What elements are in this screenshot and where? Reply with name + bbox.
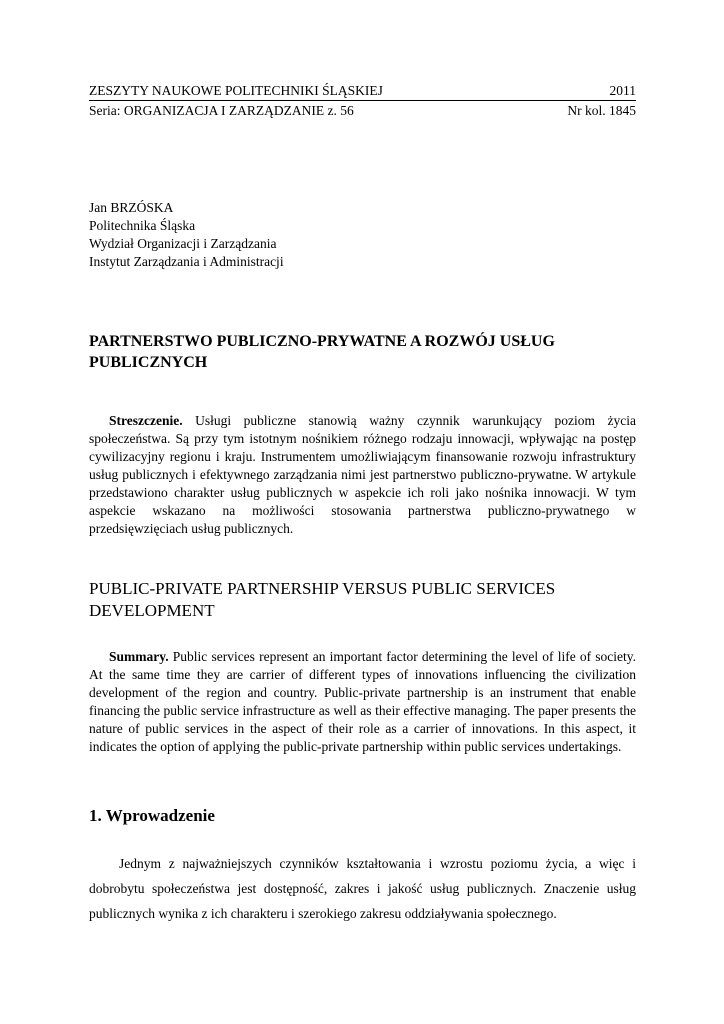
section-heading-introduction: 1. Wprowadzenie xyxy=(89,806,215,825)
author-name: Jan BRZÓSKA xyxy=(89,200,174,215)
journal-number: Nr kol. 1845 xyxy=(567,103,636,118)
abstract-english xyxy=(89,648,636,756)
journal-series: Seria: ORGANIZACJA I ZARZĄDZANIE z. 56 xyxy=(89,103,354,118)
paper-title-polish: PARTNERSTWO PUBLICZNO-PRYWATNE A ROZWÓJ USŁUG PUBLICZNYCH xyxy=(89,333,555,371)
paper-title-english: PUBLIC-PRIVATE PARTNERSHIP VERSUS PUBLIC SERVICES DEVELOPMENT xyxy=(89,579,556,620)
introduction-body xyxy=(89,851,636,926)
author-block xyxy=(89,199,284,271)
author-affiliation-institute: Instytut Zarządzania i Administracji xyxy=(89,254,284,269)
introduction-paragraph: Jednym z najważniejszych czynników kształtowania i wzrostu poziomu życia, a więc i dobrobytu społeczeństwa jest dostępność, zakres i jakość usług publicznych. Znaczenie usług publicznych wynika z ich charakteru i szerokiego zakresu oddziaływania społecznego. xyxy=(89,856,636,921)
abstract-english-text: Public services represent an important factor determining the level of life of society. At the same time they are carrier of different types of innovations influencing the civilization development of the region and country. Public-private partnership is an instrument that enable financing the public service infrastructure as well as their effective managing. The paper presents the nature of public services in the aspect of their role as a carrier of innovations. In this aspect, it indicates the option of applying the public-private partnership within public services undertakings. xyxy=(89,649,636,754)
abstract-polish-text: Usługi publiczne stanowią ważny czynnik warunkujący poziom życia społeczeństwa. Są przy tym istotnym nośnikiem różnego rodzaju innowacji, wpływając na postęp cywilizacyjny regionu i kraju. Instrumentem umożliwiającym finansowanie rozwoju infrastruktury usług publicznych i efektywnego zarządzania nimi jest partnerstwo publiczno-prywatne. W artykule przedstawiono charakter usług publicznych w aspekcie ich roli jako nośnika innowacji. W tym aspekcie wskazano na możliwości stosowania partnerstwa publiczno-prywatnego w przedsięwzięciach usług publicznych. xyxy=(89,413,636,536)
author-affiliation-university: Politechnika Śląska xyxy=(89,218,196,233)
journal-name: ZESZYTY NAUKOWE POLITECHNIKI ŚLĄSKIEJ xyxy=(89,83,383,98)
journal-header xyxy=(89,82,636,119)
abstract-polish-label: Streszczenie. xyxy=(109,413,183,428)
abstract-english-label: Summary. xyxy=(109,649,169,664)
author-affiliation-faculty: Wydział Organizacji i Zarządzania xyxy=(89,236,277,251)
header-row-top xyxy=(89,82,636,101)
abstract-polish xyxy=(89,412,636,538)
header-row-bottom xyxy=(89,101,636,119)
journal-year: 2011 xyxy=(609,83,636,98)
